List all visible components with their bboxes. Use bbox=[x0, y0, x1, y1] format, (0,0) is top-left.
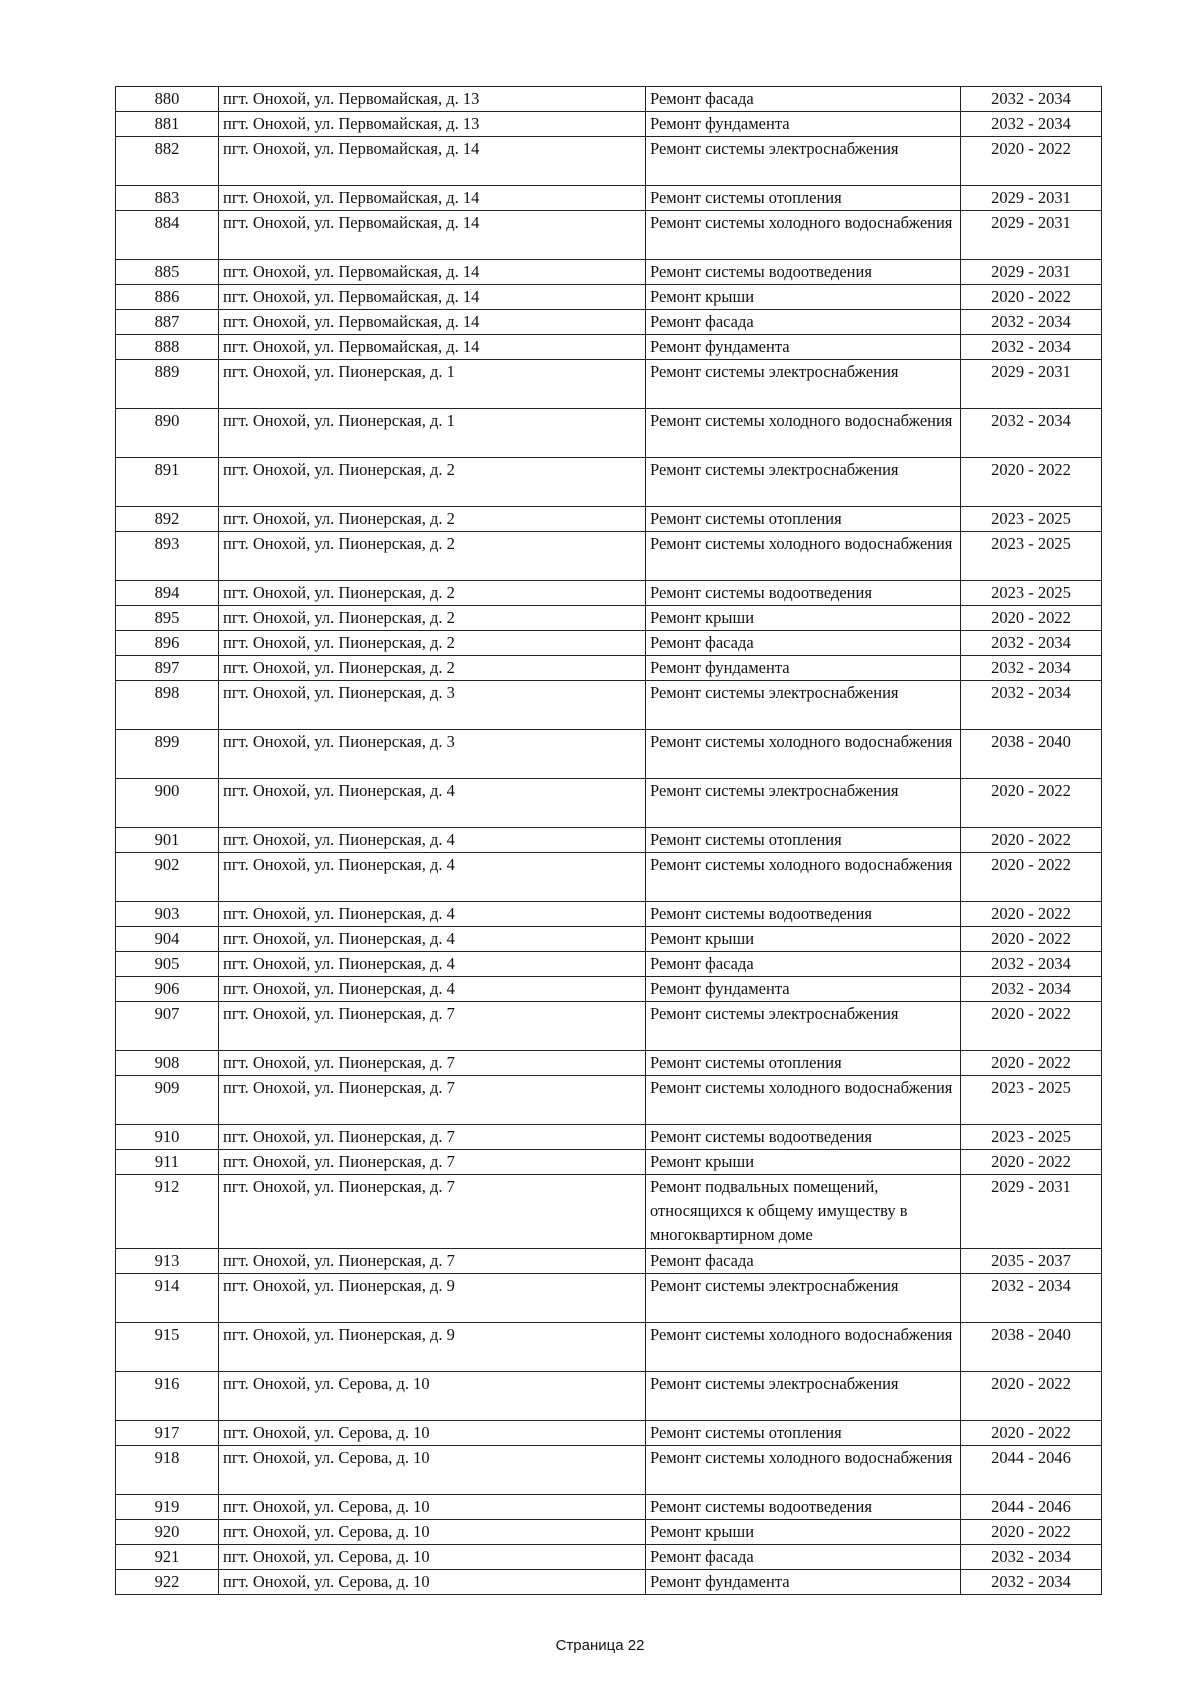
address-cell: пгт. Онохой, ул. Пионерская, д. 7 bbox=[219, 1248, 646, 1273]
work-type-cell: Ремонт системы отопления bbox=[646, 507, 961, 532]
row-number-cell: 883 bbox=[116, 186, 219, 211]
row-number-cell: 897 bbox=[116, 656, 219, 681]
work-type-cell: Ремонт системы отопления bbox=[646, 1420, 961, 1445]
address-cell: пгт. Онохой, ул. Первомайская, д. 14 bbox=[219, 137, 646, 186]
work-type-cell: Ремонт системы холодного водоснабжения bbox=[646, 730, 961, 779]
work-type-cell: Ремонт фундамента bbox=[646, 1569, 961, 1594]
table-row bbox=[116, 507, 1102, 532]
row-number-cell: 901 bbox=[116, 828, 219, 853]
period-cell: 2020 - 2022 bbox=[961, 1371, 1102, 1420]
period-cell: 2032 - 2034 bbox=[961, 1544, 1102, 1569]
period-cell: 2029 - 2031 bbox=[961, 1175, 1102, 1249]
row-number-cell: 907 bbox=[116, 1002, 219, 1051]
period-cell: 2032 - 2034 bbox=[961, 681, 1102, 730]
period-cell: 2029 - 2031 bbox=[961, 260, 1102, 285]
address-cell: пгт. Онохой, ул. Пионерская, д. 2 bbox=[219, 631, 646, 656]
address-cell: пгт. Онохой, ул. Пионерская, д. 7 bbox=[219, 1051, 646, 1076]
table-row bbox=[116, 260, 1102, 285]
address-cell: пгт. Онохой, ул. Первомайская, д. 14 bbox=[219, 260, 646, 285]
row-number-cell: 903 bbox=[116, 902, 219, 927]
row-number-cell: 881 bbox=[116, 112, 219, 137]
address-cell: пгт. Онохой, ул. Пионерская, д. 2 bbox=[219, 458, 646, 507]
period-cell: 2029 - 2031 bbox=[961, 186, 1102, 211]
row-number-cell: 906 bbox=[116, 977, 219, 1002]
row-number-cell: 888 bbox=[116, 335, 219, 360]
row-number-cell: 898 bbox=[116, 681, 219, 730]
address-cell: пгт. Онохой, ул. Пионерская, д. 2 bbox=[219, 507, 646, 532]
row-number-cell: 914 bbox=[116, 1273, 219, 1322]
period-cell: 2020 - 2022 bbox=[961, 902, 1102, 927]
address-cell: пгт. Онохой, ул. Серова, д. 10 bbox=[219, 1445, 646, 1494]
table-row bbox=[116, 902, 1102, 927]
period-cell: 2020 - 2022 bbox=[961, 1420, 1102, 1445]
work-type-cell: Ремонт системы электроснабжения bbox=[646, 137, 961, 186]
address-cell: пгт. Онохой, ул. Пионерская, д. 2 bbox=[219, 606, 646, 631]
address-cell: пгт. Онохой, ул. Первомайская, д. 14 bbox=[219, 285, 646, 310]
period-cell: 2029 - 2031 bbox=[961, 211, 1102, 260]
work-type-cell: Ремонт крыши bbox=[646, 927, 961, 952]
period-cell: 2020 - 2022 bbox=[961, 1051, 1102, 1076]
work-type-cell: Ремонт фундамента bbox=[646, 112, 961, 137]
address-cell: пгт. Онохой, ул. Первомайская, д. 14 bbox=[219, 186, 646, 211]
period-cell: 2032 - 2034 bbox=[961, 977, 1102, 1002]
address-cell: пгт. Онохой, ул. Первомайская, д. 13 bbox=[219, 87, 646, 112]
table-row bbox=[116, 1371, 1102, 1420]
table-row bbox=[116, 458, 1102, 507]
address-cell: пгт. Онохой, ул. Пионерская, д. 2 bbox=[219, 532, 646, 581]
row-number-cell: 922 bbox=[116, 1569, 219, 1594]
table-row bbox=[116, 1273, 1102, 1322]
address-cell: пгт. Онохой, ул. Пионерская, д. 3 bbox=[219, 681, 646, 730]
address-cell: пгт. Онохой, ул. Серова, д. 10 bbox=[219, 1569, 646, 1594]
address-cell: пгт. Онохой, ул. Пионерская, д. 4 bbox=[219, 828, 646, 853]
table-row bbox=[116, 87, 1102, 112]
work-type-cell: Ремонт системы водоотведения bbox=[646, 1494, 961, 1519]
work-type-cell: Ремонт фасада bbox=[646, 87, 961, 112]
table-row bbox=[116, 581, 1102, 606]
row-number-cell: 902 bbox=[116, 853, 219, 902]
work-type-cell: Ремонт системы холодного водоснабжения bbox=[646, 211, 961, 260]
address-cell: пгт. Онохой, ул. Пионерская, д. 7 bbox=[219, 1150, 646, 1175]
period-cell: 2032 - 2034 bbox=[961, 1569, 1102, 1594]
table-row bbox=[116, 1494, 1102, 1519]
work-type-cell: Ремонт системы холодного водоснабжения bbox=[646, 1076, 961, 1125]
row-number-cell: 911 bbox=[116, 1150, 219, 1175]
work-type-cell: Ремонт крыши bbox=[646, 1150, 961, 1175]
period-cell: 2029 - 2031 bbox=[961, 360, 1102, 409]
work-type-cell: Ремонт системы электроснабжения bbox=[646, 1371, 961, 1420]
work-type-cell: Ремонт фундамента bbox=[646, 335, 961, 360]
work-type-cell: Ремонт системы холодного водоснабжения bbox=[646, 853, 961, 902]
row-number-cell: 917 bbox=[116, 1420, 219, 1445]
work-type-cell: Ремонт системы электроснабжения bbox=[646, 681, 961, 730]
address-cell: пгт. Онохой, ул. Серова, д. 10 bbox=[219, 1519, 646, 1544]
address-cell: пгт. Онохой, ул. Пионерская, д. 7 bbox=[219, 1076, 646, 1125]
address-cell: пгт. Онохой, ул. Пионерская, д. 4 bbox=[219, 902, 646, 927]
address-cell: пгт. Онохой, ул. Первомайская, д. 14 bbox=[219, 310, 646, 335]
work-type-cell: Ремонт системы отопления bbox=[646, 828, 961, 853]
work-type-cell: Ремонт системы холодного водоснабжения bbox=[646, 532, 961, 581]
table-row bbox=[116, 1002, 1102, 1051]
table-row bbox=[116, 1150, 1102, 1175]
address-cell: пгт. Онохой, ул. Пионерская, д. 7 bbox=[219, 1125, 646, 1150]
row-number-cell: 920 bbox=[116, 1519, 219, 1544]
period-cell: 2032 - 2034 bbox=[961, 1273, 1102, 1322]
table-row bbox=[116, 112, 1102, 137]
address-cell: пгт. Онохой, ул. Серова, д. 10 bbox=[219, 1494, 646, 1519]
row-number-cell: 918 bbox=[116, 1445, 219, 1494]
period-cell: 2020 - 2022 bbox=[961, 1519, 1102, 1544]
table-row bbox=[116, 137, 1102, 186]
address-cell: пгт. Онохой, ул. Пионерская, д. 9 bbox=[219, 1322, 646, 1371]
table-row bbox=[116, 1569, 1102, 1594]
work-type-cell: Ремонт системы водоотведения bbox=[646, 902, 961, 927]
period-cell: 2020 - 2022 bbox=[961, 458, 1102, 507]
period-cell: 2032 - 2034 bbox=[961, 656, 1102, 681]
period-cell: 2023 - 2025 bbox=[961, 1125, 1102, 1150]
table-row bbox=[116, 1125, 1102, 1150]
period-cell: 2020 - 2022 bbox=[961, 927, 1102, 952]
table-row bbox=[116, 952, 1102, 977]
period-cell: 2038 - 2040 bbox=[961, 730, 1102, 779]
period-cell: 2020 - 2022 bbox=[961, 606, 1102, 631]
work-type-cell: Ремонт крыши bbox=[646, 1519, 961, 1544]
table-row bbox=[116, 853, 1102, 902]
work-type-cell: Ремонт системы электроснабжения bbox=[646, 360, 961, 409]
period-cell: 2032 - 2034 bbox=[961, 310, 1102, 335]
table-row bbox=[116, 310, 1102, 335]
row-number-cell: 916 bbox=[116, 1371, 219, 1420]
row-number-cell: 889 bbox=[116, 360, 219, 409]
table-row bbox=[116, 409, 1102, 458]
work-type-cell: Ремонт системы холодного водоснабжения bbox=[646, 1322, 961, 1371]
work-type-cell: Ремонт системы отопления bbox=[646, 186, 961, 211]
row-number-cell: 894 bbox=[116, 581, 219, 606]
period-cell: 2023 - 2025 bbox=[961, 1076, 1102, 1125]
address-cell: пгт. Онохой, ул. Пионерская, д. 4 bbox=[219, 977, 646, 1002]
row-number-cell: 890 bbox=[116, 409, 219, 458]
row-number-cell: 910 bbox=[116, 1125, 219, 1150]
period-cell: 2020 - 2022 bbox=[961, 137, 1102, 186]
row-number-cell: 915 bbox=[116, 1322, 219, 1371]
address-cell: пгт. Онохой, ул. Пионерская, д. 3 bbox=[219, 730, 646, 779]
period-cell: 2044 - 2046 bbox=[961, 1494, 1102, 1519]
table-row bbox=[116, 1445, 1102, 1494]
row-number-cell: 909 bbox=[116, 1076, 219, 1125]
row-number-cell: 885 bbox=[116, 260, 219, 285]
period-cell: 2020 - 2022 bbox=[961, 285, 1102, 310]
address-cell: пгт. Онохой, ул. Пионерская, д. 4 bbox=[219, 853, 646, 902]
work-type-cell: Ремонт системы электроснабжения bbox=[646, 458, 961, 507]
work-type-cell: Ремонт системы водоотведения bbox=[646, 1125, 961, 1150]
table-row bbox=[116, 360, 1102, 409]
work-type-cell: Ремонт фундамента bbox=[646, 656, 961, 681]
row-number-cell: 896 bbox=[116, 631, 219, 656]
address-cell: пгт. Онохой, ул. Пионерская, д. 9 bbox=[219, 1273, 646, 1322]
row-number-cell: 880 bbox=[116, 87, 219, 112]
table-row bbox=[116, 1248, 1102, 1273]
work-type-cell: Ремонт системы отопления bbox=[646, 1051, 961, 1076]
row-number-cell: 893 bbox=[116, 532, 219, 581]
table-row bbox=[116, 631, 1102, 656]
row-number-cell: 905 bbox=[116, 952, 219, 977]
period-cell: 2032 - 2034 bbox=[961, 335, 1102, 360]
row-number-cell: 908 bbox=[116, 1051, 219, 1076]
address-cell: пгт. Онохой, ул. Пионерская, д. 2 bbox=[219, 581, 646, 606]
table-row bbox=[116, 1322, 1102, 1371]
row-number-cell: 891 bbox=[116, 458, 219, 507]
row-number-cell: 887 bbox=[116, 310, 219, 335]
row-number-cell: 886 bbox=[116, 285, 219, 310]
work-type-cell: Ремонт системы водоотведения bbox=[646, 260, 961, 285]
period-cell: 2020 - 2022 bbox=[961, 828, 1102, 853]
table-row bbox=[116, 1076, 1102, 1125]
work-type-cell: Ремонт фундамента bbox=[646, 977, 961, 1002]
table-row bbox=[116, 828, 1102, 853]
address-cell: пгт. Онохой, ул. Пионерская, д. 4 bbox=[219, 952, 646, 977]
table-row bbox=[116, 656, 1102, 681]
address-cell: пгт. Онохой, ул. Первомайская, д. 14 bbox=[219, 335, 646, 360]
table-body bbox=[116, 87, 1102, 1595]
row-number-cell: 892 bbox=[116, 507, 219, 532]
table-row bbox=[116, 532, 1102, 581]
table-row bbox=[116, 1051, 1102, 1076]
row-number-cell: 900 bbox=[116, 779, 219, 828]
row-number-cell: 919 bbox=[116, 1494, 219, 1519]
address-cell: пгт. Онохой, ул. Пионерская, д. 7 bbox=[219, 1002, 646, 1051]
address-cell: пгт. Онохой, ул. Серова, д. 10 bbox=[219, 1544, 646, 1569]
period-cell: 2032 - 2034 bbox=[961, 87, 1102, 112]
work-type-cell: Ремонт крыши bbox=[646, 285, 961, 310]
table-row bbox=[116, 285, 1102, 310]
row-number-cell: 884 bbox=[116, 211, 219, 260]
period-cell: 2038 - 2040 bbox=[961, 1322, 1102, 1371]
table-row bbox=[116, 186, 1102, 211]
address-cell: пгт. Онохой, ул. Пионерская, д. 4 bbox=[219, 779, 646, 828]
row-number-cell: 904 bbox=[116, 927, 219, 952]
work-type-cell: Ремонт фасада bbox=[646, 952, 961, 977]
work-type-cell: Ремонт фасада bbox=[646, 1248, 961, 1273]
table-row bbox=[116, 1420, 1102, 1445]
work-type-cell: Ремонт системы водоотведения bbox=[646, 581, 961, 606]
work-type-cell: Ремонт системы электроснабжения bbox=[646, 779, 961, 828]
page-number: Страница 22 bbox=[555, 1637, 645, 1654]
period-cell: 2023 - 2025 bbox=[961, 532, 1102, 581]
period-cell: 2032 - 2034 bbox=[961, 631, 1102, 656]
row-number-cell: 913 bbox=[116, 1248, 219, 1273]
address-cell: пгт. Онохой, ул. Пионерская, д. 1 bbox=[219, 360, 646, 409]
table-row bbox=[116, 730, 1102, 779]
period-cell: 2020 - 2022 bbox=[961, 779, 1102, 828]
row-number-cell: 921 bbox=[116, 1544, 219, 1569]
work-type-cell: Ремонт системы электроснабжения bbox=[646, 1002, 961, 1051]
table-row bbox=[116, 606, 1102, 631]
table-row bbox=[116, 977, 1102, 1002]
work-type-cell: Ремонт фасада bbox=[646, 1544, 961, 1569]
work-type-cell: Ремонт подвальных помещений, относящихся к общему имуществу в многоквартирном доме bbox=[646, 1175, 961, 1249]
period-cell: 2035 - 2037 bbox=[961, 1248, 1102, 1273]
table-row bbox=[116, 1519, 1102, 1544]
work-type-cell: Ремонт системы холодного водоснабжения bbox=[646, 1445, 961, 1494]
period-cell: 2023 - 2025 bbox=[961, 581, 1102, 606]
address-cell: пгт. Онохой, ул. Серова, д. 10 bbox=[219, 1420, 646, 1445]
period-cell: 2020 - 2022 bbox=[961, 1150, 1102, 1175]
address-cell: пгт. Онохой, ул. Пионерская, д. 7 bbox=[219, 1175, 646, 1249]
table-row bbox=[116, 779, 1102, 828]
work-type-cell: Ремонт системы холодного водоснабжения bbox=[646, 409, 961, 458]
work-type-cell: Ремонт фасада bbox=[646, 310, 961, 335]
address-cell: пгт. Онохой, ул. Серова, д. 10 bbox=[219, 1371, 646, 1420]
row-number-cell: 895 bbox=[116, 606, 219, 631]
period-cell: 2020 - 2022 bbox=[961, 853, 1102, 902]
work-type-cell: Ремонт крыши bbox=[646, 606, 961, 631]
work-type-cell: Ремонт фасада bbox=[646, 631, 961, 656]
address-cell: пгт. Онохой, ул. Пионерская, д. 2 bbox=[219, 656, 646, 681]
table-row bbox=[116, 211, 1102, 260]
period-cell: 2032 - 2034 bbox=[961, 952, 1102, 977]
address-cell: пгт. Онохой, ул. Первомайская, д. 13 bbox=[219, 112, 646, 137]
table-row bbox=[116, 681, 1102, 730]
period-cell: 2044 - 2046 bbox=[961, 1445, 1102, 1494]
repair-schedule-table bbox=[115, 86, 1102, 1595]
period-cell: 2032 - 2034 bbox=[961, 112, 1102, 137]
row-number-cell: 912 bbox=[116, 1175, 219, 1249]
work-type-cell: Ремонт системы электроснабжения bbox=[646, 1273, 961, 1322]
address-cell: пгт. Онохой, ул. Пионерская, д. 1 bbox=[219, 409, 646, 458]
table-row bbox=[116, 927, 1102, 952]
address-cell: пгт. Онохой, ул. Пионерская, д. 4 bbox=[219, 927, 646, 952]
period-cell: 2032 - 2034 bbox=[961, 409, 1102, 458]
table-row bbox=[116, 1175, 1102, 1249]
table-row bbox=[116, 1544, 1102, 1569]
period-cell: 2020 - 2022 bbox=[961, 1002, 1102, 1051]
period-cell: 2023 - 2025 bbox=[961, 507, 1102, 532]
address-cell: пгт. Онохой, ул. Первомайская, д. 14 bbox=[219, 211, 646, 260]
row-number-cell: 882 bbox=[116, 137, 219, 186]
row-number-cell: 899 bbox=[116, 730, 219, 779]
table-row bbox=[116, 335, 1102, 360]
